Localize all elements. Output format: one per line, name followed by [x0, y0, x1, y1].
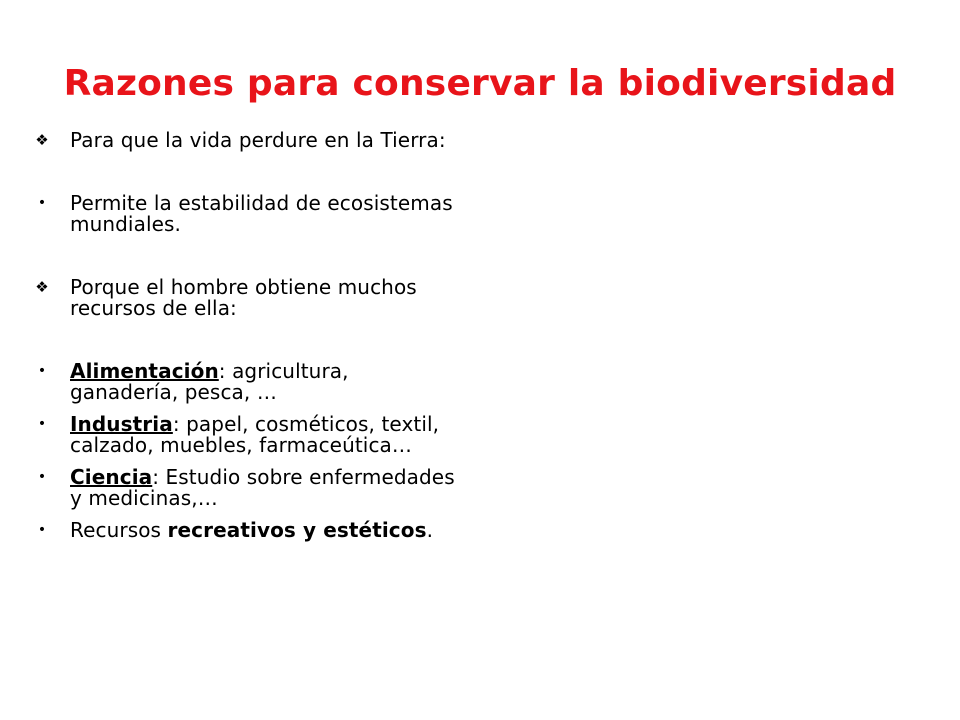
item-text: Porque el hombre obtiene muchos recursos de ella:: [70, 275, 417, 320]
diamond-bullet-icon: ❖: [35, 278, 49, 296]
dot-bullet-icon: •: [37, 416, 47, 432]
list-item: [30, 130, 460, 151]
item-term: Ciencia: [70, 465, 153, 489]
item-text: : papel, cosméticos, textil, calzado, muebles, farmaceútica…: [70, 412, 440, 457]
slide-title: Razones para conservar la biodiversidad: [63, 63, 897, 104]
dot-bullet-icon: •: [37, 469, 47, 485]
item-term: Industria: [70, 412, 173, 436]
list-item: [30, 361, 460, 403]
item-text: Recursos: [70, 518, 168, 542]
list-item: [30, 193, 460, 235]
item-text: .: [426, 518, 434, 542]
item-text: : Estudio sobre enfermedades y medicinas,…: [70, 465, 455, 510]
list-item: [30, 277, 460, 319]
item-term: Alimentación: [70, 359, 219, 383]
item-text: : agricultura, ganadería, pesca, …: [70, 359, 349, 404]
list-item: [30, 520, 460, 541]
diamond-bullet-icon: ❖: [35, 131, 49, 149]
bullet-list: [30, 130, 460, 541]
list-item: [30, 414, 460, 456]
item-text: Permite la estabilidad de ecosistemas mundiales.: [70, 191, 453, 236]
dot-bullet-icon: •: [37, 363, 47, 379]
dot-bullet-icon: •: [37, 195, 47, 211]
item-emphasis: recreativos y estéticos: [167, 518, 427, 542]
dot-bullet-icon: •: [37, 522, 47, 538]
item-text: Para que la vida perdure en la Tierra:: [70, 128, 446, 152]
list-item: [30, 467, 460, 509]
